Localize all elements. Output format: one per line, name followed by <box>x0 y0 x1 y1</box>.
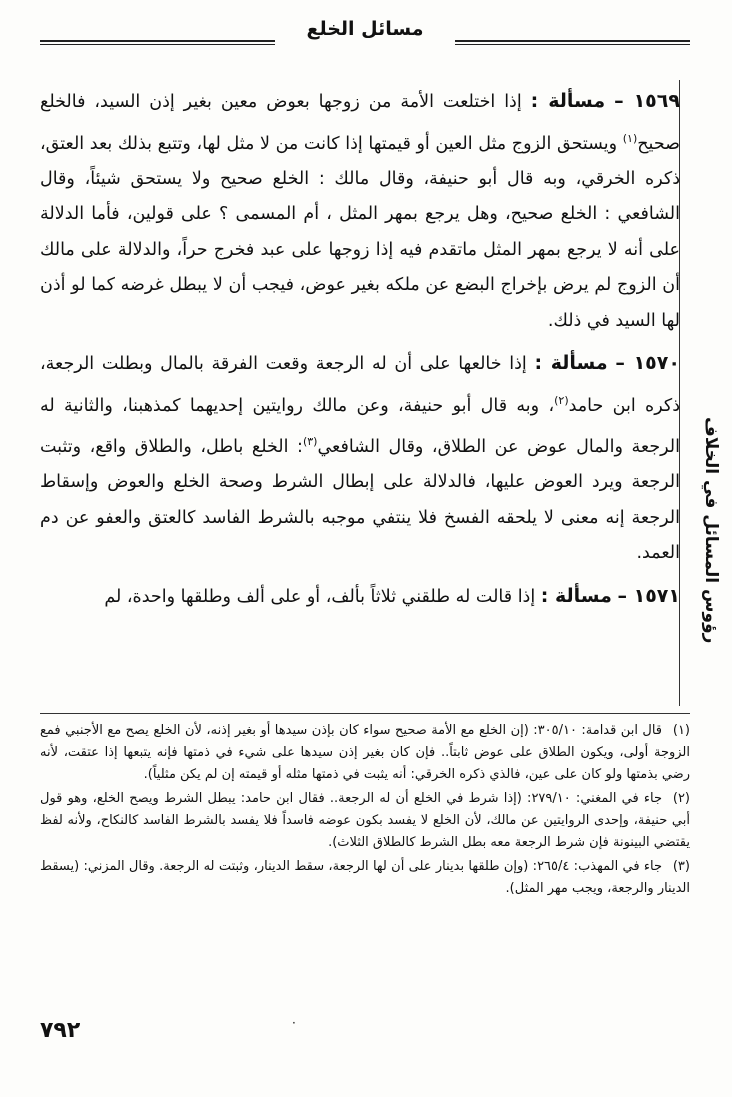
issue-label: مسألة : <box>530 90 606 112</box>
footnote-text: جاء في المهذب: ٢٦٥/٤: (وإن طلقها بدينار على أن لها الرجعة، سقط الدينار، وثبتت له الرجعة. وقال المزني: (يسقط الدينار والرجعة، ويجب مهر المثل). <box>40 859 690 896</box>
issue-text: ويستحق الزوج مثل العين أو قيمتها إذا كانت من لا مثل لها، وتتبع بذلك بعد العتق، ذكره الخرقي، وبه قال أبو حنيفة، وقال مالك : الخلع صحيح ولا يستحق شيئاً، وقال الشافعي : الخلع صحيح، وهل يرجع بمهر المثل ، أم المسمى ؟ على قولين، فأما الدلالة على أنه لا يرجع بمهر المثل ماتقدم فيه إذا زوجها على عبد فخرج حراً، والدلالة على مالك أن الزوج لم يرض بإخراج البضع عن ملكه بغير عوض، فيجب أن لا يبطل غرضه كما لو أذن لها السيد في ذلك. <box>40 133 680 331</box>
footnote <box>40 788 690 854</box>
main-text <box>40 84 680 622</box>
footnote <box>40 720 690 786</box>
footnote-text: جاء في المغني: ٢٧٩/١٠: (إذا شرط في الخلع أن له الرجعة.. فقال ابن حامد: يبطل الشرط ويصح الخلع، وهو قول أبي حنيفة، وإحدى الروايتين عن مالك، لأن الخلع لا يفسد بكون عوضه فاسداً فلا يفسد بالشرط الفاسد كالنكاح، ولأنه لفظ يقتضي البينونة فإن شرط الرجعة معه بطل الشرط كالطلاق الثلاث). <box>40 791 690 850</box>
footnote-number: (٣) <box>672 859 690 874</box>
footnote-marker[interactable]: (٢) <box>554 393 569 407</box>
book-title-sidebar: رؤوس المسائل في الخلاف <box>701 416 721 644</box>
page-number: ٧٩٢ <box>40 1018 81 1043</box>
footnotes <box>40 720 690 902</box>
footnote-marker[interactable]: (١) <box>622 131 638 145</box>
issue-text: إذا قالت له طلقني ثلاثاً بألف، أو على ألف وطلقها واحدة، لم <box>104 586 536 607</box>
footnote-separator <box>40 713 690 714</box>
issue-number: ١٥٧١ – <box>617 584 680 607</box>
footnote-number: (٢) <box>672 791 690 806</box>
footnote-marker[interactable]: (٣) <box>302 435 318 449</box>
issue-text: إذا خالعها على أن له الرجعة وقعت الفرقة بالمال وبطلت الرجعة، ذكره ابن حامد <box>40 354 680 416</box>
footnote-number: (١) <box>672 723 690 738</box>
issue-label: مسألة : <box>534 352 608 375</box>
issue-number: ١٥٦٩ – <box>614 90 680 112</box>
page-title: مسائل الخلع <box>306 18 424 40</box>
issue-label: مسألة : <box>540 584 612 607</box>
page-header <box>40 18 690 58</box>
decorative-dot: · <box>292 1016 296 1030</box>
header-rule-left <box>40 40 275 45</box>
footnote-text: قال ابن قدامة: ٣٠٥/١٠: (إن الخلع مع الأمة صحيح سواء كان بإذن سيدها أو بغير إذنه، لأن الخلع يصح مع الأجنبي فمع الزوجة أولى، ويكون الطلاق على عوض ثابتاً.. فإن كان بغير إذن سيدها على شيء في ذمتها فإنه يتبعها إذا عتقت، لأنه رضي بذمتها ولو كان على عين، فالذي ذكره الخرقي: أنه يثبت في ذمتها مثله أو قيمته إن لم يكن مثلياً). <box>40 723 690 782</box>
issue-text: إذا اختلعت الأمة من زوجها بعوض معين بغير إذن السيد، فالخلع صحيح <box>40 92 680 154</box>
issue-1571 <box>40 579 680 616</box>
issue-1570 <box>40 346 680 572</box>
issue-1569 <box>40 84 680 339</box>
header-rule-right <box>455 40 690 45</box>
issue-number: ١٥٧٠ – <box>615 352 680 375</box>
issue-text: : الخلع باطل، والطلاق واقع، وتثبت الرجعة ويرد العوض عليها، فالدلالة على إبطال الشرط وصحة الخلع والعوض وإسقاط الرجعة إنه معنى لا يلحقه الفسخ فلا ينتفي موجبه بالشرط الفاسد كالعتق والعفو عن دم العمد. <box>40 436 680 564</box>
footnote <box>40 856 690 900</box>
issue-text: ، وبه قال أبو حنيفة، وعن مالك روايتين إحديهما كمذهبنا، والثانية له الرجعة والمال عوض عن الطلاق، وقال الشافعي <box>40 395 680 457</box>
